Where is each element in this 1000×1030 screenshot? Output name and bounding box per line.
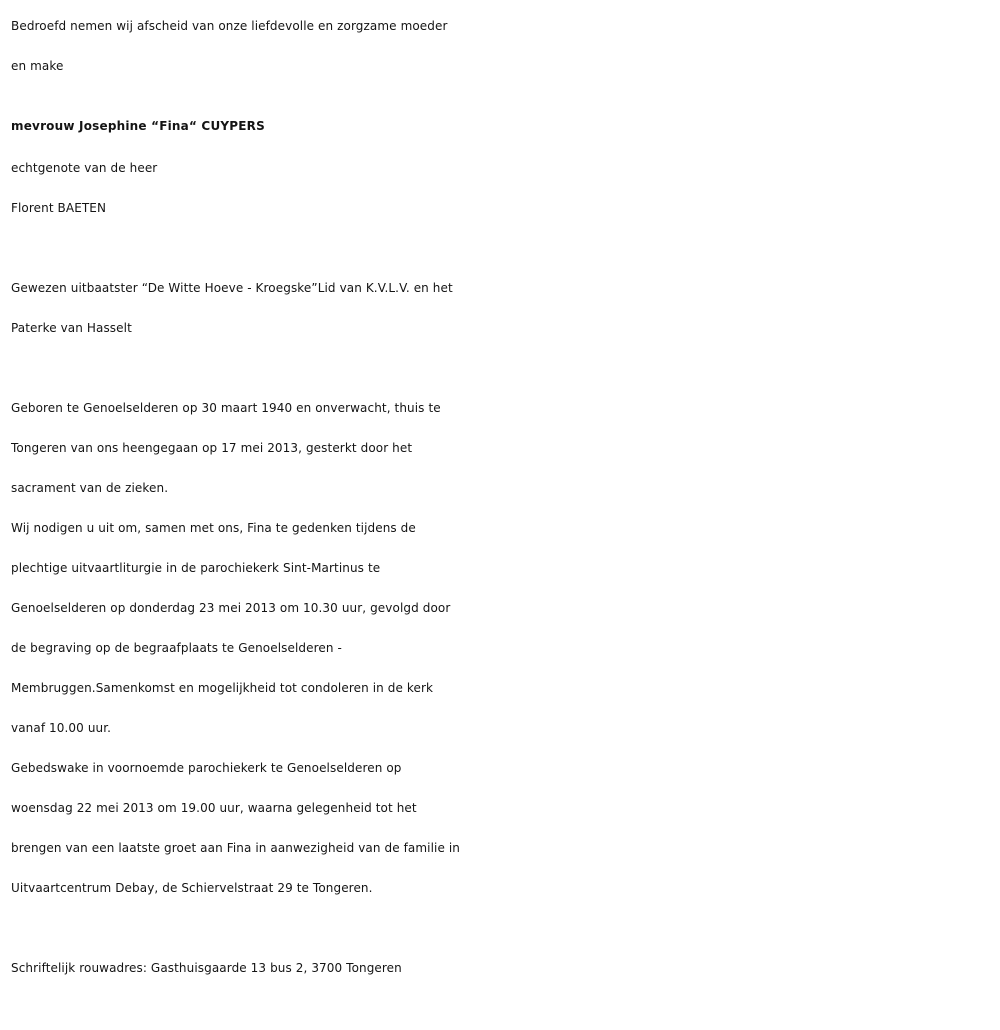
details-line: Geboren te Genoelselderen op 30 maart 1940 en onverwacht, thuis te <box>11 401 441 415</box>
occupation-line: Paterke van Hasselt <box>11 321 132 335</box>
spacer <box>11 228 1000 268</box>
details-line: plechtige uitvaartliturgie in de parochiekerk Sint-Martinus te <box>11 561 381 575</box>
intro-line: Bedroefd nemen wij afscheid van onze liefdevolle en zorgzame moeder <box>11 19 448 33</box>
occupation-text <box>11 268 1000 348</box>
spacer <box>11 908 1000 948</box>
details-line: Tongeren van ons heengegaan op 17 mei 2013, gesterkt door het <box>11 441 413 455</box>
details-line: Membruggen.Samenkomst en mogelijkheid tot condoleren in de kerk <box>11 681 434 695</box>
details-line: woensdag 22 mei 2013 om 19.00 uur, waarna gelegenheid tot het <box>11 801 417 815</box>
intro-line: en make <box>11 59 64 73</box>
details-line: Gebedswake in voornoemde parochiekerk te Genoelselderen op <box>11 761 402 775</box>
spouse-text <box>11 148 1000 228</box>
spouse-line: Florent BAETEN <box>11 201 107 215</box>
details-line: sacrament van de zieken. <box>11 481 169 495</box>
details-line: vanaf 10.00 uur. <box>11 721 112 735</box>
mourning-address: Schriftelijk rouwadres: Gasthuisgaarde 13 bus 2, 3700 Tongeren <box>11 961 402 975</box>
details-line: de begraving op de begraafplaats te Genoelselderen - <box>11 641 342 655</box>
occupation-line: Gewezen uitbaatster “De Witte Hoeve - Kroegske”Lid van K.V.L.V. en het <box>11 281 453 295</box>
details-line: Genoelselderen op donderdag 23 mei 2013 om 10.30 uur, gevolgd door <box>11 601 451 615</box>
deceased-name: mevrouw Josephine “Fina“ CUYPERS <box>11 119 265 133</box>
details-line: Wij nodigen u uit om, samen met ons, Fina te gedenken tijdens de <box>11 521 416 535</box>
details-line: brengen van een laatste groet aan Fina in aanwezigheid van de familie in <box>11 841 461 855</box>
spouse-line: echtgenote van de heer <box>11 161 158 175</box>
intro-text <box>11 6 1000 86</box>
spacer <box>11 348 1000 388</box>
details-text <box>11 388 1000 908</box>
details-line: Uitvaartcentrum Debay, de Schiervelstraat 29 te Tongeren. <box>11 881 373 895</box>
